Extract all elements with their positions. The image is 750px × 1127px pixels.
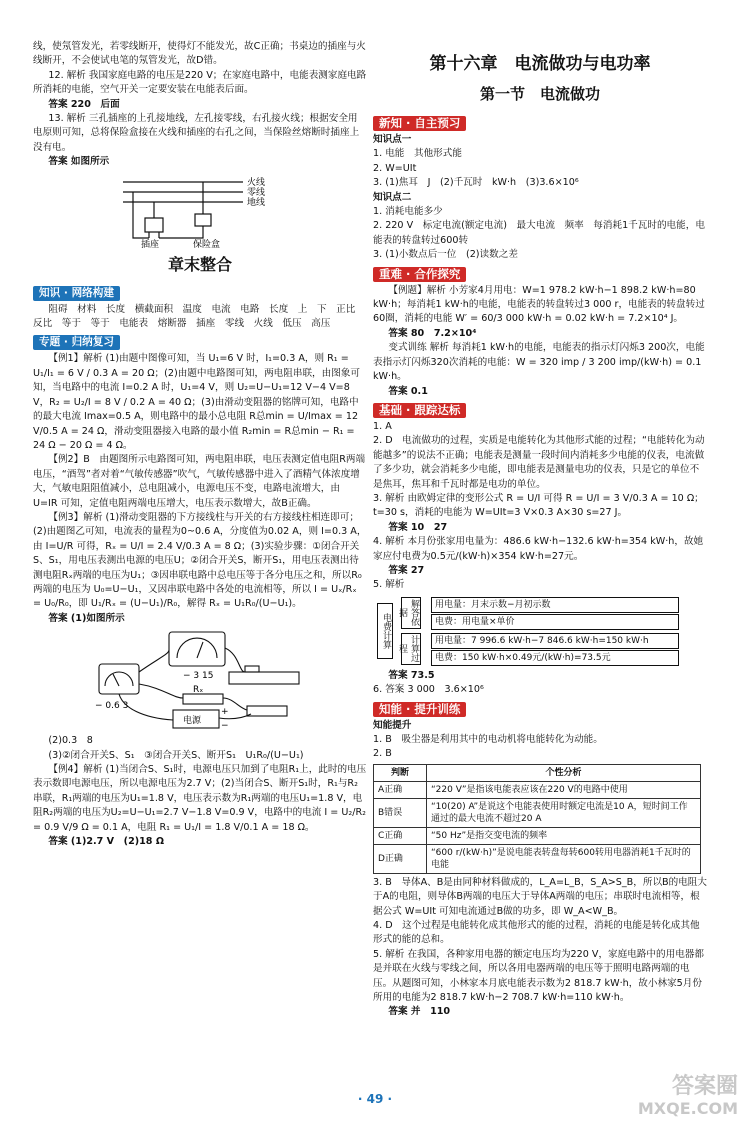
table-header-row	[374, 764, 701, 781]
basic-q5-answer: 答案 73.5	[388, 669, 435, 681]
negative-terminal-label: −	[221, 721, 229, 732]
kp2-line: 2. 220 V 标定电流(额定电流) 最大电流 频率 每消耗1千瓦时的电能，电能表的转盘转过600转	[373, 220, 705, 246]
variant-training: 变式训练 解析 每消耗1 kW·h的电能，电能表的指示灯闪烁3 200次，电能表指示灯闪烁320次消耗的电能：W = 320 imp / 3 200 imp/(kW·h) = 0.1 kW·h。	[373, 342, 705, 383]
neutral-wire-label: 零线	[247, 187, 266, 198]
basic-q6: 6. 答案 3 000 3.6×10⁶	[373, 684, 484, 696]
section-skill: 知能 · 提升训练	[373, 702, 466, 717]
kp2-line: 3. (1)小数点后一位 (2)读数之差	[373, 249, 518, 261]
analysis-table	[373, 764, 701, 874]
watermark-url: MXQE.COM	[637, 1099, 738, 1118]
basic-q3: 3. 解析 由欧姆定律的变形公式 R = U/I 可得 R = U/I = 3 V/0.3 A = 10 Ω；t=30 s，消耗的电能为 W=UIt=3 V×0.3 A×30 s=27 J。	[373, 492, 704, 519]
diagram-item: 电费：用电量×单价	[431, 614, 679, 630]
right-column	[373, 40, 707, 1020]
basic-q5: 5. 解析	[373, 579, 405, 591]
table-cell: “50 Hz”是指交变电流的频率	[427, 827, 701, 844]
variant-answer: 答案 0.1	[388, 385, 428, 397]
table-row	[374, 781, 701, 798]
example-3: 【例3】解析 (1)滑动变阻器的下方接线柱与开关的右方接线柱相连即可；(2)由题图乙可知，电流表的量程为0~0.6 A，分度值为0.02 A，则 I=0.3 A，由 I=U/R 可得，Rₓ = U/I = 2.4 V/0.3 A = 8 Ω；(3)实验步骤：①闭合开关S、S₁，用电压表测出电源的电压U；②闭合开关S，断开S₁，用电压表测出待测电阻Rₓ两端的电压为U₁；③因串联电路中总电压等于各分电压之和，所以R₀两端的电压为 U₀=U−U₁，又因串联电路中各处的电流相等，所以 I = Uₓ/Rₓ = U₀/R₀，即 U₁/Rₓ = (U−U₁)/R₀，解得 Rₓ = U₁R₀/(U−U₁)。	[33, 511, 367, 610]
example-3-answer: 答案 (1)如图所示	[48, 612, 125, 624]
skill-q1: 1. B 吸尘器是利用其中的电动机将电能转化为动能。	[373, 734, 603, 745]
fee-diagram	[377, 595, 707, 667]
table-cell: “600 r/(kW·h)”是说电能表转盘每转600转用电器消耗1千瓦时的电能	[427, 844, 701, 873]
section-topic-review: 专题 · 归纳复习	[33, 335, 120, 350]
example-1: 【例1】解析 (1)由题中图像可知，当 U₁=6 V 时，I₁=0.3 A，则 R₁ = U₁/I₁ = 6 V / 0.3 A = 20 Ω；(2)由题中电路图可知，两电阻串联，由图象可知，当电路中的电流 I=0.2 A 时，U₁=4 V，则 U₂=U−U₁=12 V−4 V=8 V，R₂ = U₂/I = 8 V / 0.2 A = 40 Ω；(3)由滑动变阻器的铭牌可知，电路中的最大电流 Imax=0.5 A，则电路中的最小总电阻 R总min = U/Imax = 12 V/0.5 A = 24 Ω，滑动变阻器接入电路的最小值 R₂min = R总min − R₁ = 24 Ω − 20 Ω = 4 Ω。	[33, 353, 361, 451]
diagram-group-process: 计算过程	[401, 633, 421, 665]
example-problem: 【例题】解析 小芳家4月用电：W=1 978.2 kW·h−1 898.2 kW·h=80 kW·h；每消耗1 kW·h的电能，电能表的转盘转过3 000 r，电能表的转盘转过60圈，消耗的电能 W′ = 60/3 000 kW·h = 0.02 kW·h = 7.2×10⁴ J。	[373, 284, 705, 325]
example-3-answer-2: (2)0.3 8	[48, 735, 93, 747]
example-4: 【例4】解析 (1)当闭合S、S₁时，电源电压只加到了电阻R₁上，此时的电压表示数即电源电压，所以电源电压为2.7 V；(2)当闭合S、断开S₁时，R₁与R₂串联，R₁两端的电压为U₁=1.8 V，电压表示数为R₁两端的电压U₁=1.8 V，电阻R₂两端的电压为U₂=U−U₁=2.7 V−1.8 V=0.9 V，电路中的电流 I = U₂/R₂ = 0.9 V/9 Ω = 0.1 A，电阻 R₁ = U₁/I = 1.8 V/0.1 A = 18 Ω。	[33, 764, 367, 833]
lab-apparatus-figure	[33, 628, 367, 732]
table-cell: “10(20) A”是说这个电能表使用时额定电流是10 A，短时间工作通过的最大电流不超过20 A	[427, 798, 701, 827]
skill-q2: 2. B	[373, 748, 392, 760]
q12-analysis: 12. 解析 我国家庭电路的电压是220 V；在家庭电路中，电能表测家庭电路所消耗的电能，空气开关一定要安装在电能表后面。	[33, 69, 367, 96]
kp1-line: 2. W=UIt	[373, 162, 417, 174]
table-cell: B错误	[374, 798, 427, 827]
ground-wire-label: 地线	[247, 197, 266, 208]
kp1-line: 3. (1)焦耳 J (2)千瓦时 kW·h (3)3.6×10⁶	[373, 177, 579, 189]
table-header: 个性分析	[427, 764, 701, 781]
socket-label: 插座	[141, 239, 160, 248]
skill-subheading: 知能提升	[373, 719, 412, 731]
section-new-knowledge: 新知 · 自主预习	[373, 116, 466, 131]
positive-terminal-label: +	[221, 707, 229, 718]
q13-analysis: 13. 解析 三孔插座的上孔接地线，左孔接零线，右孔接火线；根据安全用电原则可知，总将保险盒接在火线和插座的右孔之间，当保险丝熔断时插座上没有电。	[33, 113, 360, 153]
section-title: 第一节 电流做功	[479, 85, 600, 103]
basic-q2: 2. D 电流做功的过程，实质是电能转化为其他形式能的过程；“电能转化为动能越多”的说法不正确；电能表是测量一段时间内消耗多少电能的仪表，电流做了多少功，就会消耗多少电能，即电能表是测量电功的仪表，只是它的单位不是焦耳，焦耳和千瓦时都是电功的单位。	[373, 435, 705, 490]
section-knowledge-network: 知识 · 网络构建	[33, 286, 120, 301]
section-basic: 基础 · 跟踪达标	[373, 403, 466, 418]
skill-q5-answer: 答案 并 110	[388, 1006, 451, 1018]
example-2: 【例2】B 由题图所示电路图可知，两电阻串联，电压表测定值电阻R两端电压，“酒驾”者对着“气敏传感器”吹气，气敏传感器中进入了酒精气体浓度增大，气敏电阻阻值减小，总电阻减小，电源电压不变，电路电流增大，由 U=IR 可知，定值电阻两端电压增大，电压表示数增大，故B正确。	[33, 454, 366, 509]
table-cell: A正确	[374, 781, 427, 798]
q13-answer: 答案 如图所示	[48, 156, 110, 168]
review-heading: 章末整合	[167, 254, 232, 274]
diagram-group-basis: 解答依据	[401, 597, 421, 629]
basic-q4-answer: 答案 27	[388, 564, 425, 576]
voltmeter-range-label: − 3 15	[183, 671, 214, 682]
power-supply-label: 电源	[183, 716, 202, 727]
example-4-answer: 答案 (1)2.7 V (2)18 Ω	[48, 836, 164, 848]
skill-q4: 4. D 这个过程是电能转化成其他形式的能的过程，消耗的电能是转化成其他形式的能的总和。	[373, 920, 700, 946]
watermark-logo	[608, 1076, 738, 1124]
example-3-answer-3: (3)②闭合开关S、S₁ ③闭合开关S、断开S₁ U₁R₀/(U−U₁)	[48, 749, 304, 761]
knowledge-answers: 阻碍 材料 长度 横截面积 温度 电流 电路 长度 上 下 正比 反比 等于 等于 电能表 熔断器 插座 零线 火线 低压 高压	[33, 303, 365, 330]
example-answer: 答案 80 7.2×10⁴	[388, 327, 477, 339]
left-column	[33, 40, 367, 849]
table-header: 判断	[374, 764, 427, 781]
table-row	[374, 798, 701, 827]
diagram-root: 电费计算	[377, 603, 393, 659]
basic-q1: 1. A	[373, 420, 392, 432]
table-row	[374, 827, 701, 844]
fuse-box-label: 保险盒	[193, 239, 221, 248]
knowledge-point-1: 知识点一	[373, 134, 412, 145]
kp1-line: 1. 电能 其他形式能	[373, 148, 462, 160]
basic-q4: 4. 解析 本月份张家用电量为：486.6 kW·h−132.6 kW·h=354 kW·h，故她家应付电费为0.5元/(kW·h)×354 kW·h=27元。	[373, 536, 704, 562]
knowledge-point-2: 知识点二	[373, 191, 412, 203]
socket-circuit-figure	[33, 172, 367, 248]
page-number: · 49 ·	[357, 1092, 393, 1106]
watermark-text: 答案圈	[671, 1074, 738, 1099]
live-wire-label: 火线	[247, 177, 266, 188]
diagram-item: 用电量：7 996.6 kW·h−7 846.6 kW·h=150 kW·h	[431, 633, 679, 649]
skill-q5: 5. 解析 在我国，各种家用电器的额定电压均为220 V，家庭电路中的用电器都是并联在火线与零线之间，所以各用电器两端的电压等于照明电路两端的电压。从题图可知，小林家本月底电能表示数为2 818.7 kW·h，故小林家5月份所用的电能为2 818.7 kW·h−2 708.7 kW·h=110 kW·h。	[373, 948, 704, 1004]
ammeter-range-label: − 0.6 3	[95, 701, 129, 712]
table-cell: C正确	[374, 827, 427, 844]
section-focus: 重难 · 合作探究	[373, 267, 466, 282]
diagram-item: 电费：150 kW·h×0.49元/(kW·h)=73.5元	[431, 650, 679, 666]
chapter-title: 第十六章 电流做功与电功率	[429, 54, 651, 74]
basic-q3-answer: 答案 10 27	[388, 521, 448, 533]
q12-answer: 答案 220 后面	[48, 98, 120, 110]
resistor-label: Rₓ	[193, 685, 204, 696]
diagram-item: 用电量：月末示数−月初示数	[431, 597, 679, 613]
paragraph: 线，使氖管发光，若零线断开，使得灯不能发光，故C正确；书桌边的插座与火线断开，不会使试电笔的氖管发光，故D错。	[33, 41, 366, 67]
kp2-line: 1. 消耗电能多少	[373, 206, 443, 218]
skill-q3: 3. B 导体A、B是由同种材料做成的，L_A=L_B，S_A>S_B，所以B的电阻大于A的电阻，则导体B两端的电压大于导体A两端的电压；串联时电流相等，根据公式 W=UIt 可知电流通过B做的功多，即 W_A<W_B。	[373, 876, 707, 917]
table-row	[374, 844, 701, 873]
table-cell: “220 V”是指该电能表应该在220 V的电路中使用	[427, 781, 701, 798]
table-cell: D正确	[374, 844, 427, 873]
